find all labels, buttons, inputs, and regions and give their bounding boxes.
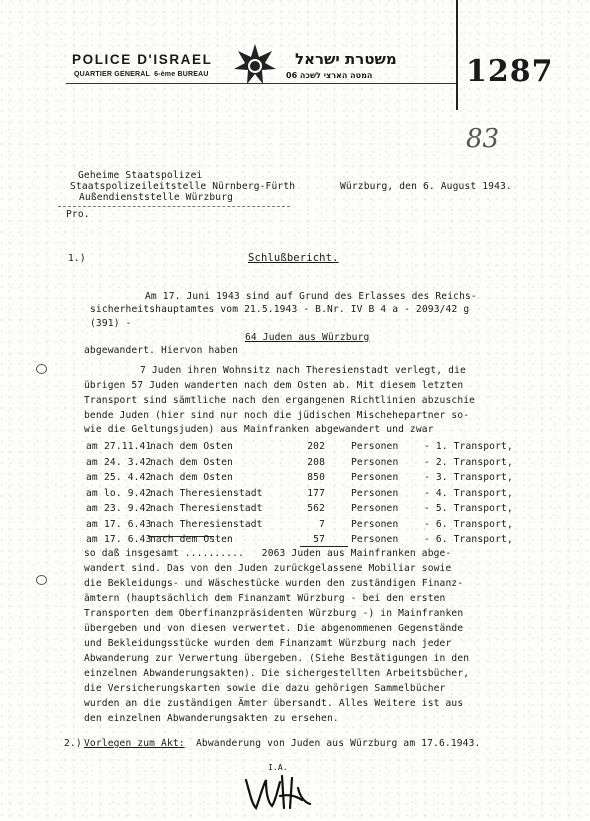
item-2-text: Abwanderung von Juden aus Würzburg am 17.6.1943. xyxy=(196,738,481,749)
transport-prefix: am xyxy=(86,518,98,530)
transport-unit: Personen xyxy=(351,456,399,468)
police-emblem-icon xyxy=(232,42,278,88)
body-line: den einzelnen Abwanderungsakten zu ersehen. xyxy=(84,713,339,724)
paragraph-line: bende Juden (hier sind nur noch die jüdischen Mischehepartner so- xyxy=(84,410,470,421)
letterhead-divider xyxy=(456,0,458,110)
transport-dest: nach Theresienstadt xyxy=(150,487,263,499)
intro-line-3: (391) - xyxy=(90,318,132,329)
transport-count: 208 xyxy=(307,456,325,468)
transport-prefix: am xyxy=(86,441,98,452)
transport-unit: Personen xyxy=(351,503,399,514)
transport-tr: - 3. Transport, xyxy=(424,472,513,483)
body-line: die Versicherungskarten sowie die dazu gehörigen Sammelbücher xyxy=(84,683,446,694)
transport-prefix: am xyxy=(86,472,98,483)
document-number: 1287 xyxy=(466,54,554,89)
sum-rule xyxy=(148,536,214,537)
body-line: ämtern (hauptsächlich dem Finanzamt Würzburg - bei den ersten xyxy=(84,593,446,604)
transport-unit: Personen xyxy=(351,472,399,483)
transport-dest: nach dem Osten xyxy=(150,441,233,452)
transport-unit: Personen xyxy=(351,534,399,545)
letterhead-rule xyxy=(66,83,456,84)
body-line: Transporten dem Oberfinanzpräsidenten Würzburg -) in Mainfranken xyxy=(84,608,464,619)
paragraph-line: 7 Juden ihren Wohnsitz nach Theresienstadt verlegt, die xyxy=(140,365,466,376)
punch-hole xyxy=(36,364,47,374)
transport-tr: - 6. Transport, xyxy=(424,518,513,530)
paragraph-line: Transport sind sämtliche nach den ergangenen Richtlinien abzuschie xyxy=(84,395,476,406)
transport-dest: nach Theresienstadt xyxy=(150,503,263,514)
transport-date: lo. 9.42 xyxy=(104,487,152,499)
punch-hole xyxy=(36,575,47,585)
transport-unit: Personen xyxy=(351,487,399,499)
letterhead-title: POLICE D'ISRAEL xyxy=(72,52,213,67)
transport-count: 57 xyxy=(313,534,325,545)
transport-count: 202 xyxy=(307,441,325,452)
abgewandert-line: abgewandert. Hiervon haben xyxy=(84,345,239,356)
intro-line-2: sicherheitshauptamtes vom 21.5.1943 - B.Nr. IV B 4 a - 2093/42 g xyxy=(90,304,470,315)
transport-tr: - 5. Transport, xyxy=(424,503,513,514)
intro-line-1: Am 17. Juni 1943 sind auf Grund des Erlasses des Reichs- xyxy=(145,291,477,302)
transport-dest: nach dem Osten xyxy=(150,472,233,483)
transport-dest: nach dem Osten xyxy=(150,534,233,545)
transport-prefix: am xyxy=(86,456,98,468)
handwritten-signature xyxy=(240,770,320,814)
item-2-label: Vorlegen zum Akt: xyxy=(84,738,185,749)
transport-count: 177 xyxy=(307,487,325,499)
transport-count: 562 xyxy=(307,503,325,514)
transport-date: 23. 9.42 xyxy=(104,503,152,514)
sender-line-3: Außendienststelle Würzburg xyxy=(79,192,234,203)
transport-unit: Personen xyxy=(351,518,399,530)
body-line: die Bekleidungs- und Wäschestücke wurden den zuständigen Finanz- xyxy=(84,578,464,589)
transport-date: 25. 4.42 xyxy=(104,472,152,483)
transport-tr: - 2. Transport, xyxy=(424,456,513,468)
total-line: so daß insgesamt .......... 2063 Juden aus Mainfranken abge- xyxy=(84,548,452,559)
reference-label: Pro. xyxy=(66,209,90,220)
transport-unit: Personen xyxy=(351,441,399,452)
transport-count: 850 xyxy=(307,472,325,483)
transport-dest: nach dem Osten xyxy=(150,456,233,468)
transport-prefix: am xyxy=(86,534,98,545)
item-2-number: 2.) xyxy=(64,738,82,749)
transport-dest: nach Theresienstadt xyxy=(150,518,263,530)
body-line: übergeben und von diesen verwertet. Die abgenommenen Gegenstände xyxy=(84,623,464,634)
signature-prefix: I.A. xyxy=(268,763,288,772)
report-heading: Schlußbericht. xyxy=(248,252,339,264)
center-line: 64 Juden aus Würzburg xyxy=(245,332,370,343)
body-line: wurden an die zuständigen Ämter übersandt. Alles Weitere ist aus xyxy=(84,698,464,709)
transport-count: 7 xyxy=(319,518,325,530)
body-line: wandert sind. Das von den Juden zurückgelassene Mobiliar sowie xyxy=(84,563,452,574)
transport-prefix: am xyxy=(86,503,98,514)
item-1-number: 1.) xyxy=(68,253,86,264)
reference-rule xyxy=(58,206,290,207)
body-line: einzelnen Abwanderungsakten). Die sichergestellten Arbeitsbücher, xyxy=(84,668,470,679)
body-line: und Bekleidungsstücke wurden dem Finanzamt Würzburg nach jeder xyxy=(84,638,452,649)
sender-line-2: Staatspolizeileitstelle Nürnberg-Fürth xyxy=(70,181,296,192)
paragraph-line: übrigen 57 Juden wanderten nach dem Osten ab. Mit diesem letzten xyxy=(84,380,464,391)
paragraph-line: wie die Geltungsjuden) aus Mainfranken abgewandert und zwar xyxy=(84,424,434,435)
transport-date: 27.11.41 xyxy=(104,441,152,452)
transport-tr: - 1. Transport, xyxy=(424,441,513,452)
body-line: Abwanderung zur Verwertung übergeben. (Siehe Bestätigungen in den xyxy=(84,653,470,664)
transport-tr: - 6. Transport, xyxy=(424,534,513,545)
letterhead-hebrew-subtitle: המטה הארצי לשכה 06 xyxy=(286,71,373,80)
transport-prefix: am xyxy=(86,487,98,499)
sender-line-1: Geheime Staatspolizei xyxy=(78,170,203,181)
transport-date: 17. 6.43 xyxy=(104,534,152,545)
letterhead-hebrew-title: משטרת ישראל xyxy=(295,50,397,68)
transport-date: 17. 6.43 xyxy=(104,518,152,530)
transport-tr: - 4. Transport, xyxy=(424,487,513,499)
total-underline xyxy=(300,546,348,547)
place-date: Würzburg, den 6. August 1943. xyxy=(340,181,512,192)
letterhead-subtitle: QUARTIER GENERAL 6-ème BUREAU xyxy=(74,71,209,78)
transport-date: 24. 3.42 xyxy=(104,456,152,468)
handwritten-page-number: 83 xyxy=(466,124,500,154)
